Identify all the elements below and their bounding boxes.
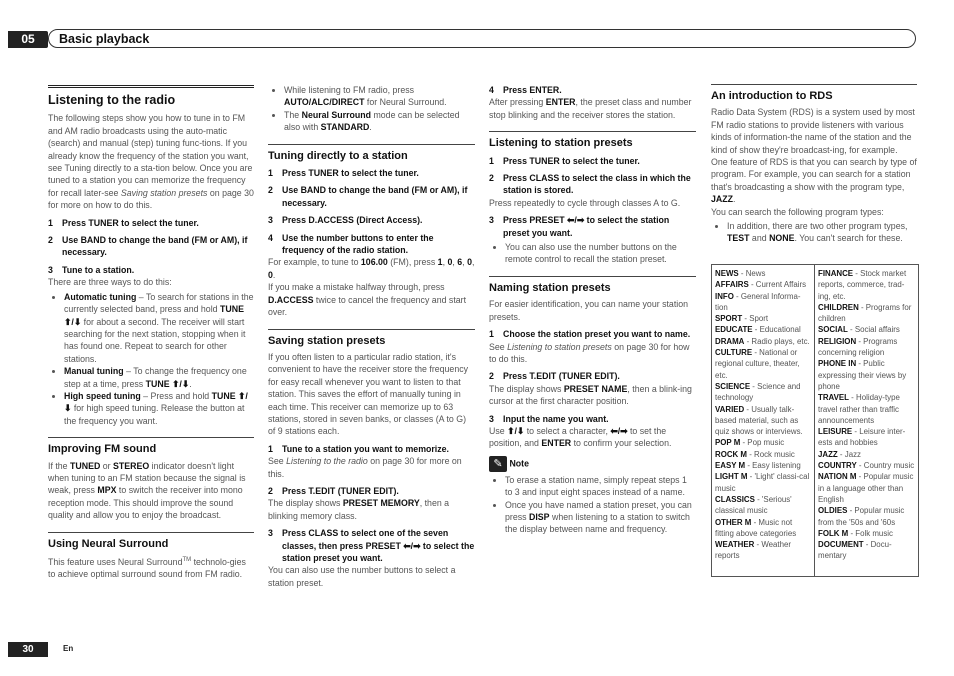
section-title-naming: Naming station presets: [489, 281, 611, 294]
section-rule: [268, 144, 475, 145]
list-item: • While listening to FM radio, press AUTO/ALC/DIRECT for Neural Surround.: [284, 84, 475, 109]
step-3: 3 Press D.ACCESS (Direct Access).: [268, 215, 423, 226]
step-4-desc: After pressing ENTER, the preset class and number stop blinking and the receiver stores the station.: [489, 97, 692, 120]
program-type-entry: EDUCATE - Educational: [715, 325, 801, 335]
step-3: 3 Press CLASS to select one of the seven classes, then press PRESET ⬅/➡ to select the station preset you want.: [268, 528, 475, 563]
section-rule: [711, 84, 917, 85]
program-type-entry: NEWS - News: [715, 269, 766, 278]
list-item: • High speed tuning – Press and hold TUNE ⬆/⬇ for high speed tuning. Release the button at the frequency you want.: [64, 390, 254, 427]
section-title-listening-presets: Listening to station presets: [489, 137, 633, 150]
chapter-title: Basic playback: [48, 29, 916, 48]
list-item: • Manual tuning – To change the frequency one step at a time, press TUNE ⬆/⬇.: [64, 365, 254, 390]
page-number: 30: [8, 642, 48, 657]
program-types-right-column: [815, 265, 918, 565]
column-4: [711, 84, 917, 245]
fm-paragraph: If the TUNED or STEREO indicator doesn't light when tuning to an FM station because the signal is weak, press MPX to switch the receiver into mono reception mode. This should improve the sound quality and allow you to enjoy the broadcast.: [48, 460, 246, 521]
section-rule: [268, 329, 475, 330]
program-type-entry: FOLK M - Folk music: [818, 528, 893, 538]
neural-paragraph: This feature uses Neural Surround™ technolo-gies to achieve optimal surround sound from FM radio.: [48, 556, 246, 580]
step-2-desc: The display shows PRESET MEMORY, then a blinking memory class.: [268, 498, 450, 521]
rds-paragraph-2: One feature of RDS is that you can search by type of program. For example, you can search for a station that's broadcasting a show with the program type, JAZZ.: [711, 157, 917, 205]
note-list: [489, 474, 696, 536]
column-3: [489, 84, 696, 536]
step-1: 1 Press TUNER to select the tuner.: [268, 168, 419, 179]
step-2-desc: The display shows PRESET NAME, then a blink-ing cursor at the first character position.: [489, 383, 692, 407]
section-title-saving: Saving station presets: [268, 334, 386, 347]
step-2-desc: Press repeatedly to cycle through classes A to G.: [489, 197, 681, 208]
section-rule: [489, 131, 696, 132]
rds-paragraph-1: Radio Data System (RDS) is a system used by most FM radio stations to provide listeners with various kinds of information-the name of the station and the kind of show they're broadcast-ing, for example.: [711, 107, 915, 155]
program-type-entry: TRAVEL - Holiday-type travel rather than traffic announcements: [818, 393, 900, 425]
step-2: 2 Press T.EDIT (TUNER EDIT).: [268, 485, 399, 496]
program-types-left-column: [712, 265, 815, 576]
section-title-direct: Tuning directly to a station: [268, 149, 408, 162]
program-type-entry: SOCIAL - Social affairs: [818, 325, 900, 335]
note-icon: ✎: [489, 456, 507, 472]
program-type-entry: DOCUMENT - Docu-mentary: [818, 540, 892, 561]
list-item: • Automatic tuning – To search for stations in the currently selected band, press and hold TUNE ⬆/⬇ for about a second. The receiver will start searching for the next station, stopping when it has found one. Repeat to search for other stations.: [64, 291, 254, 365]
tuning-methods-list: [48, 291, 254, 427]
step-3: 3 Tune to a station.: [48, 264, 135, 275]
step-4: 4 Use the number buttons to enter the frequency of the radio station.: [268, 232, 434, 256]
section-rule: [48, 85, 254, 90]
program-type-entry: RELIGION - Programs concerning religion: [818, 336, 898, 358]
step-4: 4 Press ENTER.: [489, 85, 562, 95]
saving-intro: If you often listen to a particular radio station, it's convenient to have the receiver store the frequency for easy recall whenever you want to listen to that station. This saves the effort of manually tuning in each time. This receiver can memorize up to 63 stations, stored in seven banks, or classes (A to G) of 9 stations each.: [268, 351, 469, 437]
intro-paragraph: The following steps show you how to tune in to FM and AM radio broadcasts using the auto-matic (search) and manual (step) tuning func-tions. If you already know the frequency of the station you want, see Tuning directly to a sta-tion below. Once you are tuned to a station you can memorize the frequency for recall later-see Saving station presets on page 30 for more on how to do this.: [48, 113, 254, 211]
program-type-entry: OTHER M - Music not fitting above categories: [715, 517, 797, 538]
list-item: • To erase a station name, simply repeat steps 1 to 3 and input eight spaces instead of a name.: [505, 474, 696, 499]
column-1: [48, 85, 254, 581]
list-item: • In addition, there are two other program types, TEST and NONE. You can't search for these.: [727, 220, 917, 245]
list-item: • Once you have named a station preset, you can press DISP when listening to a station to switch the display between name and frequency.: [505, 499, 696, 536]
program-type-entry: SPORT - Sport: [715, 314, 769, 324]
program-type-entry: ROCK M - Rock music: [715, 449, 795, 459]
step-3-desc: There are three ways to do this:: [48, 277, 172, 288]
program-type-entry: POP M - Pop music: [715, 438, 785, 448]
program-type-entry: EASY M - Easy listening: [715, 461, 801, 471]
chapter-number-badge: 05: [8, 31, 48, 48]
section-title-fm: Improving FM sound: [48, 443, 157, 456]
program-type-entry: DRAMA - Radio plays, etc.: [715, 336, 810, 346]
program-type-entry: CULTURE - National or regional culture, theater, etc.: [715, 348, 800, 380]
program-type-entry: INFO - General Informa-tion: [715, 291, 801, 312]
step-1-desc: See Listening to the radio on page 30 for more on this.: [268, 456, 462, 479]
neural-bullets: [268, 84, 475, 134]
step-2: 2 Use BAND to change the band (FM or AM), if necessary.: [48, 235, 248, 258]
step-2: 2 Use BAND to change the band (FM or AM), if necessary.: [268, 185, 468, 208]
step-1-desc: See Listening to station presets on page 30 for how to do this.: [489, 341, 690, 364]
preset-bullets: [489, 241, 696, 266]
program-type-entry: LIGHT M - 'Light' classi-cal music: [715, 472, 810, 493]
language-label: En: [63, 644, 74, 653]
program-type-entry: LEISURE - Leisure inter-ests and hobbies: [818, 427, 906, 448]
section-title-listening: Listening to the radio: [48, 93, 176, 107]
section-rule: [48, 437, 254, 438]
program-type-entry: NATION M - Popular music in a language other than English: [818, 472, 914, 504]
column-2: [268, 84, 475, 589]
section-rule: [48, 532, 254, 533]
program-type-entry: WEATHER - Weather reports: [715, 540, 792, 561]
step-1: 1 Press TUNER to select the tuner.: [489, 155, 640, 166]
list-item: • You can also use the number buttons on the remote control to recall the station preset.: [505, 241, 696, 266]
step-3: 3 Input the name you want.: [489, 413, 609, 424]
program-type-entry: VARIED - Usually talk-based material, such as quiz shows or interviews.: [715, 404, 803, 437]
step-3: 3 Press PRESET ⬅/➡ to select the station preset you want.: [489, 215, 670, 238]
program-type-entry: PHONE IN - Public expressing their views by phone: [818, 359, 907, 391]
step-2: 2 Press T.EDIT (TUNER EDIT).: [489, 371, 620, 382]
step-3-desc: Use ⬆/⬇ to select a character, ⬅/➡ to set the position, and ENTER to confirm your selection.: [489, 425, 672, 449]
program-type-entry: OLDIES - Popular music from the '50s and '60s: [818, 506, 905, 527]
rds-bullets: [711, 220, 917, 245]
step-1: 1 Choose the station preset you want to name.: [489, 329, 691, 340]
step-1: 1 Press TUNER to select the tuner.: [48, 217, 199, 228]
rds-paragraph-3: You can search the following program types:: [711, 206, 884, 217]
step-1: 1 Tune to a station you want to memorize.: [268, 443, 449, 454]
step-3-desc: You can also use the number buttons to select a station preset.: [268, 565, 456, 588]
program-type-entry: COUNTRY - Country music: [818, 461, 915, 471]
section-title-neural: Using Neural Surround: [48, 537, 169, 550]
program-type-entry: CHILDREN - Programs for children: [818, 302, 912, 324]
list-item: • The Neural Surround mode can be selected also with STANDARD.: [284, 109, 475, 134]
program-type-entry: SCIENCE - Science and technology: [715, 381, 801, 403]
section-rule: [489, 276, 696, 277]
program-types-table: [711, 264, 919, 577]
program-type-entry: FINANCE - Stock market reports, commerce, trad-ing, etc.: [818, 269, 907, 301]
section-title-rds: An introduction to RDS: [711, 90, 833, 102]
naming-intro: For easier identification, you can name your station presets.: [489, 299, 689, 322]
note-heading: ✎ Note: [489, 456, 696, 472]
program-type-entry: AFFAIRS - Current Affairs: [715, 280, 807, 290]
step-2: 2 Press CLASS to select the class in which the station is stored.: [489, 173, 691, 196]
step-4-desc: For example, to tune to 106.00 (FM), press 1, 0, 6, 0, 0. If you make a mistake halfway through, press D.ACCESS twice to cancel the frequency and start over.: [268, 257, 475, 318]
program-type-entry: CLASSICS - 'Serious' classical music: [715, 494, 792, 516]
program-type-entry: JAZZ - Jazz: [818, 449, 861, 459]
